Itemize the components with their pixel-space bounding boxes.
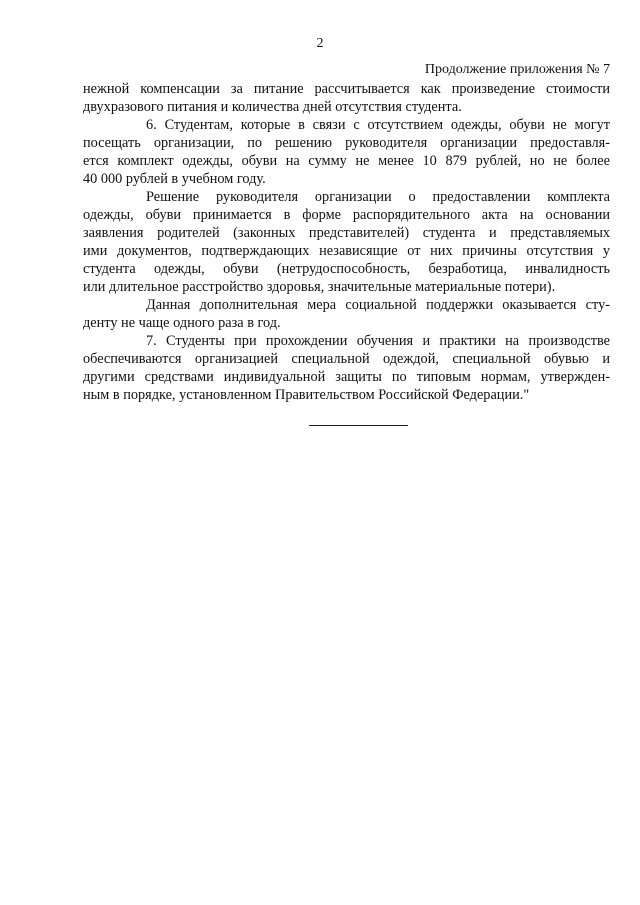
- text-line: посещать организации, по решению руководителя организации предоставля-: [83, 135, 610, 151]
- text-line: ется комплект одежды, обуви на сумму не менее 10 879 рублей, но не более: [83, 153, 610, 169]
- text-line: обеспечиваются организацией специальной одеждой, специальной обувью и: [83, 351, 610, 367]
- text-line: заявления родителей (законных представителей) студента и представляемых: [83, 225, 610, 241]
- text-line: одежды, обуви принимается в форме распорядительного акта на основании: [83, 207, 610, 223]
- text-line: 7. Студенты при прохождении обучения и практики на производстве: [146, 333, 610, 349]
- text-line: или длительное расстройство здоровья, значительные материальные потери).: [83, 279, 556, 295]
- text-line: двухразового питания и количества дней отсутствия студента.: [83, 99, 462, 115]
- paragraph-compensation-tail: [83, 80, 610, 116]
- text-line: Решение руководителя организации о предоставлении комплекта: [146, 189, 610, 205]
- document-end-rule: [309, 425, 408, 426]
- paragraph-item-6: [83, 116, 610, 188]
- appendix-continuation-label: Продолжение приложения № 7: [424, 62, 610, 77]
- text-line: денту не чаще одного раза в год.: [83, 315, 281, 331]
- text-line: 6. Студентам, которые в связи с отсутствием одежды, обуви не могут: [146, 117, 610, 133]
- text-line: студента одежды, обуви (нетрудоспособность, безработица, инвалидность: [83, 261, 610, 277]
- document-body: [83, 80, 610, 404]
- text-line: ими документов, подтверждающих независящие от них причины отсутствия у: [83, 243, 610, 259]
- text-line: другими средствами индивидуальной защиты по типовым нормам, утвержден-: [83, 369, 610, 385]
- text-line: 40 000 рублей в учебном году.: [83, 171, 266, 187]
- text-line: нежной компенсации за питание рассчитывается как произведение стоимости: [83, 81, 610, 97]
- paragraph-decision: [83, 188, 610, 296]
- page-number: 2: [316, 36, 324, 51]
- paragraph-frequency: [83, 296, 610, 332]
- paragraph-item-7: [83, 332, 610, 404]
- text-line: Данная дополнительная мера социальной поддержки оказывается сту-: [146, 297, 610, 313]
- text-line: ным в порядке, установленном Правительством Российской Федерации.": [83, 387, 530, 403]
